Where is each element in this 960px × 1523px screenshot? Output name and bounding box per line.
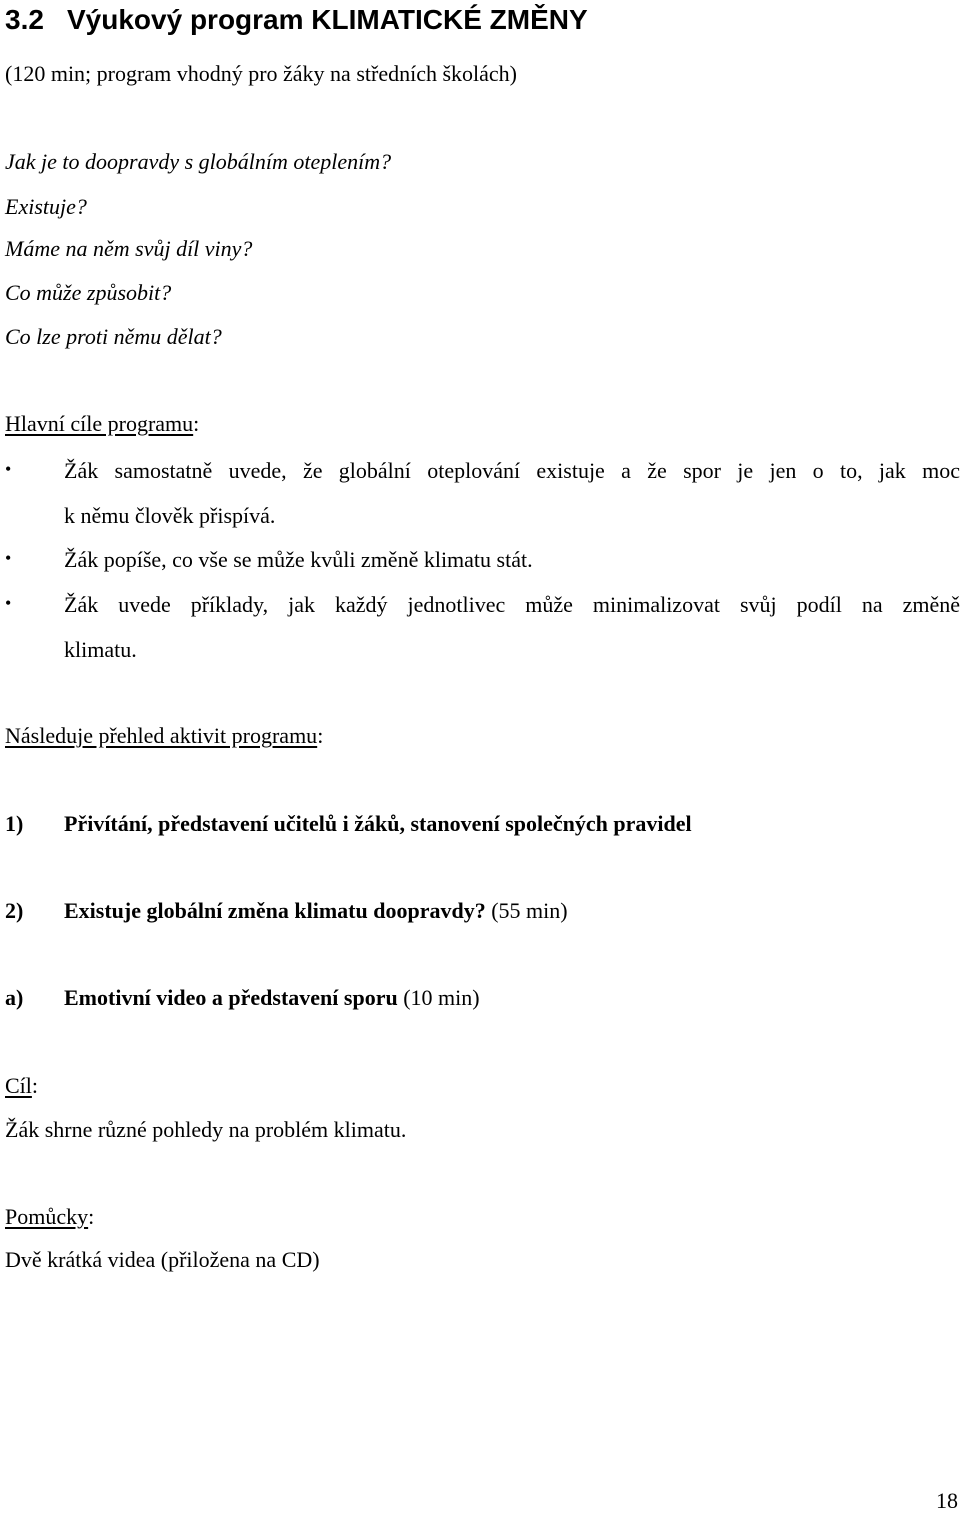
activity-item-1	[5, 813, 692, 835]
goal-item-1-line-1: Žák samostatně uvede, že globální oteplování existuje a že spor je jen o to, jak moc	[64, 458, 960, 483]
page-number: 18	[936, 1488, 958, 1513]
section-number: 3.2	[5, 4, 44, 35]
bullet-icon: •	[5, 593, 12, 613]
goals-colon: :	[193, 411, 200, 436]
tools-heading	[5, 1206, 94, 1228]
goal-text: Žák shrne různé pohledy na problém klimatu.	[5, 1117, 407, 1142]
tools-colon: :	[88, 1204, 95, 1229]
activity-duration: (55 min)	[485, 898, 568, 923]
question-5: Co lze proti němu dělat?	[5, 324, 222, 349]
overview-label: Následuje přehled aktivit programu	[5, 723, 318, 748]
activity-title: Existuje globální změna klimatu doopravdy?	[64, 898, 486, 923]
tools-text: Dvě krátká videa (přiložena na CD)	[5, 1247, 320, 1272]
bullet-icon: •	[5, 459, 12, 479]
activity-item-3	[5, 987, 480, 1009]
activity-marker: a)	[5, 985, 24, 1010]
question-3: Máme na něm svůj díl viny?	[5, 236, 253, 261]
activity-title: Přivítání, představení učitelů i žáků, stanovení společných pravidel	[64, 811, 692, 836]
question-4: Co může způsobit?	[5, 280, 172, 305]
activity-item-2	[5, 900, 568, 922]
overview-colon: :	[317, 723, 324, 748]
goal-item-3-line-2: klimatu.	[64, 637, 137, 662]
section-heading	[5, 6, 588, 34]
activity-marker: 1)	[5, 811, 24, 836]
activity-title: Emotivní video a představení sporu	[64, 985, 398, 1010]
question-1: Jak je to doopravdy s globálním oteplením?	[5, 149, 392, 174]
goal-colon: :	[31, 1073, 39, 1098]
subtitle: (120 min; program vhodný pro žáky na středních školách)	[5, 61, 517, 86]
goals-label: Hlavní cíle programu	[5, 411, 194, 436]
overview-heading	[5, 725, 323, 747]
goal-label: Cíl	[5, 1073, 32, 1098]
goal-item-3-line-1: Žák uvede příklady, jak každý jednotlivec může minimalizovat svůj podíl na změně	[64, 592, 960, 617]
activity-duration: (10 min)	[397, 985, 480, 1010]
tools-label: Pomůcky	[5, 1204, 89, 1229]
goal-item-1-line-2: k němu člověk přispívá.	[64, 503, 276, 528]
goal-item-2-line-1: Žák popíše, co vše se může kvůli změně klimatu stát.	[64, 547, 533, 572]
bullet-icon: •	[5, 548, 12, 568]
section-title: Výukový program KLIMATICKÉ ZMĚNY	[67, 4, 588, 35]
question-2: Existuje?	[5, 194, 87, 219]
goal-heading	[5, 1075, 38, 1097]
activity-marker: 2)	[5, 898, 24, 923]
goals-heading	[5, 413, 199, 435]
